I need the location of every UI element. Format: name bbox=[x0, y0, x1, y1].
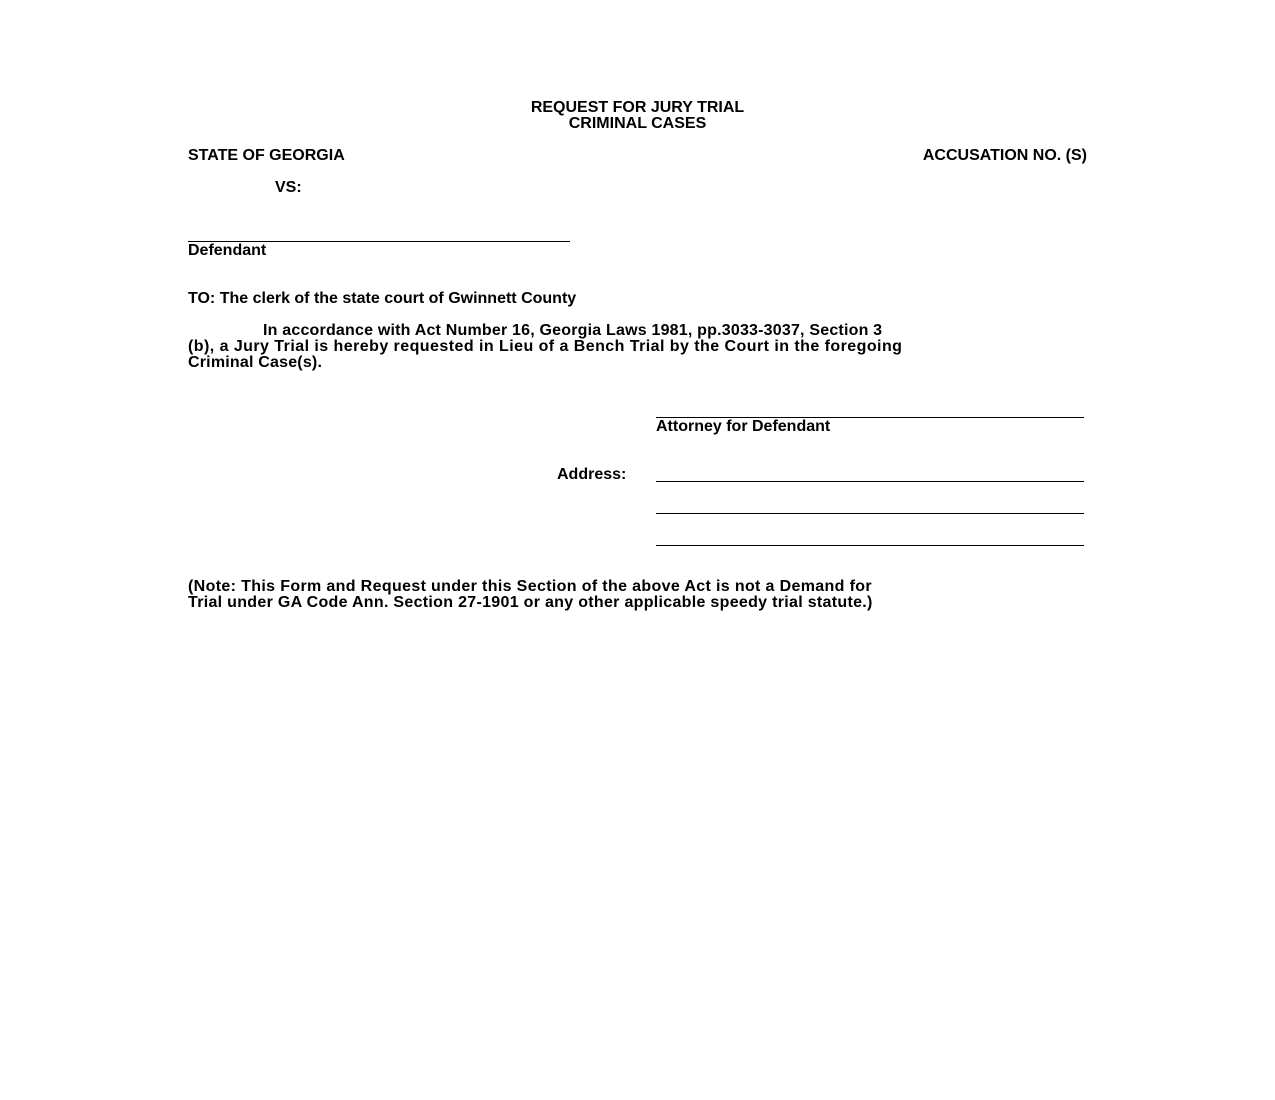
form-title-line1: REQUEST FOR JURY TRIAL bbox=[530, 99, 745, 116]
note-line-2: Trial under GA Code Ann. Section 27-1901 or any other applicable speedy trial statute.) bbox=[188, 594, 873, 611]
address-line-2[interactable] bbox=[656, 513, 1084, 514]
address-label: Address: bbox=[557, 466, 627, 483]
body-line-1: In accordance with Act Number 16, Georgia Laws 1981, pp.3033-3037, Section 3 bbox=[263, 322, 883, 339]
body-line-2: (b), a Jury Trial is hereby requested in Lieu of a Bench Trial by the Court in the foregoing bbox=[188, 338, 903, 355]
versus-label: VS: bbox=[275, 179, 302, 196]
defendant-label: Defendant bbox=[188, 242, 267, 259]
accusation-label: ACCUSATION NO. (S) bbox=[922, 147, 1087, 164]
state-label: STATE OF GEORGIA bbox=[188, 147, 345, 164]
note-line-1: (Note: This Form and Request under this Section of the above Act is not a Demand for bbox=[188, 578, 872, 595]
to-clerk-line: TO: The clerk of the state court of Gwinnett County bbox=[188, 290, 577, 307]
form-title-line2: CRIMINAL CASES bbox=[568, 115, 707, 132]
body-line-3: Criminal Case(s). bbox=[188, 354, 323, 371]
address-line-3[interactable] bbox=[656, 545, 1084, 546]
address-line-1[interactable] bbox=[656, 481, 1084, 482]
attorney-label: Attorney for Defendant bbox=[656, 418, 831, 435]
